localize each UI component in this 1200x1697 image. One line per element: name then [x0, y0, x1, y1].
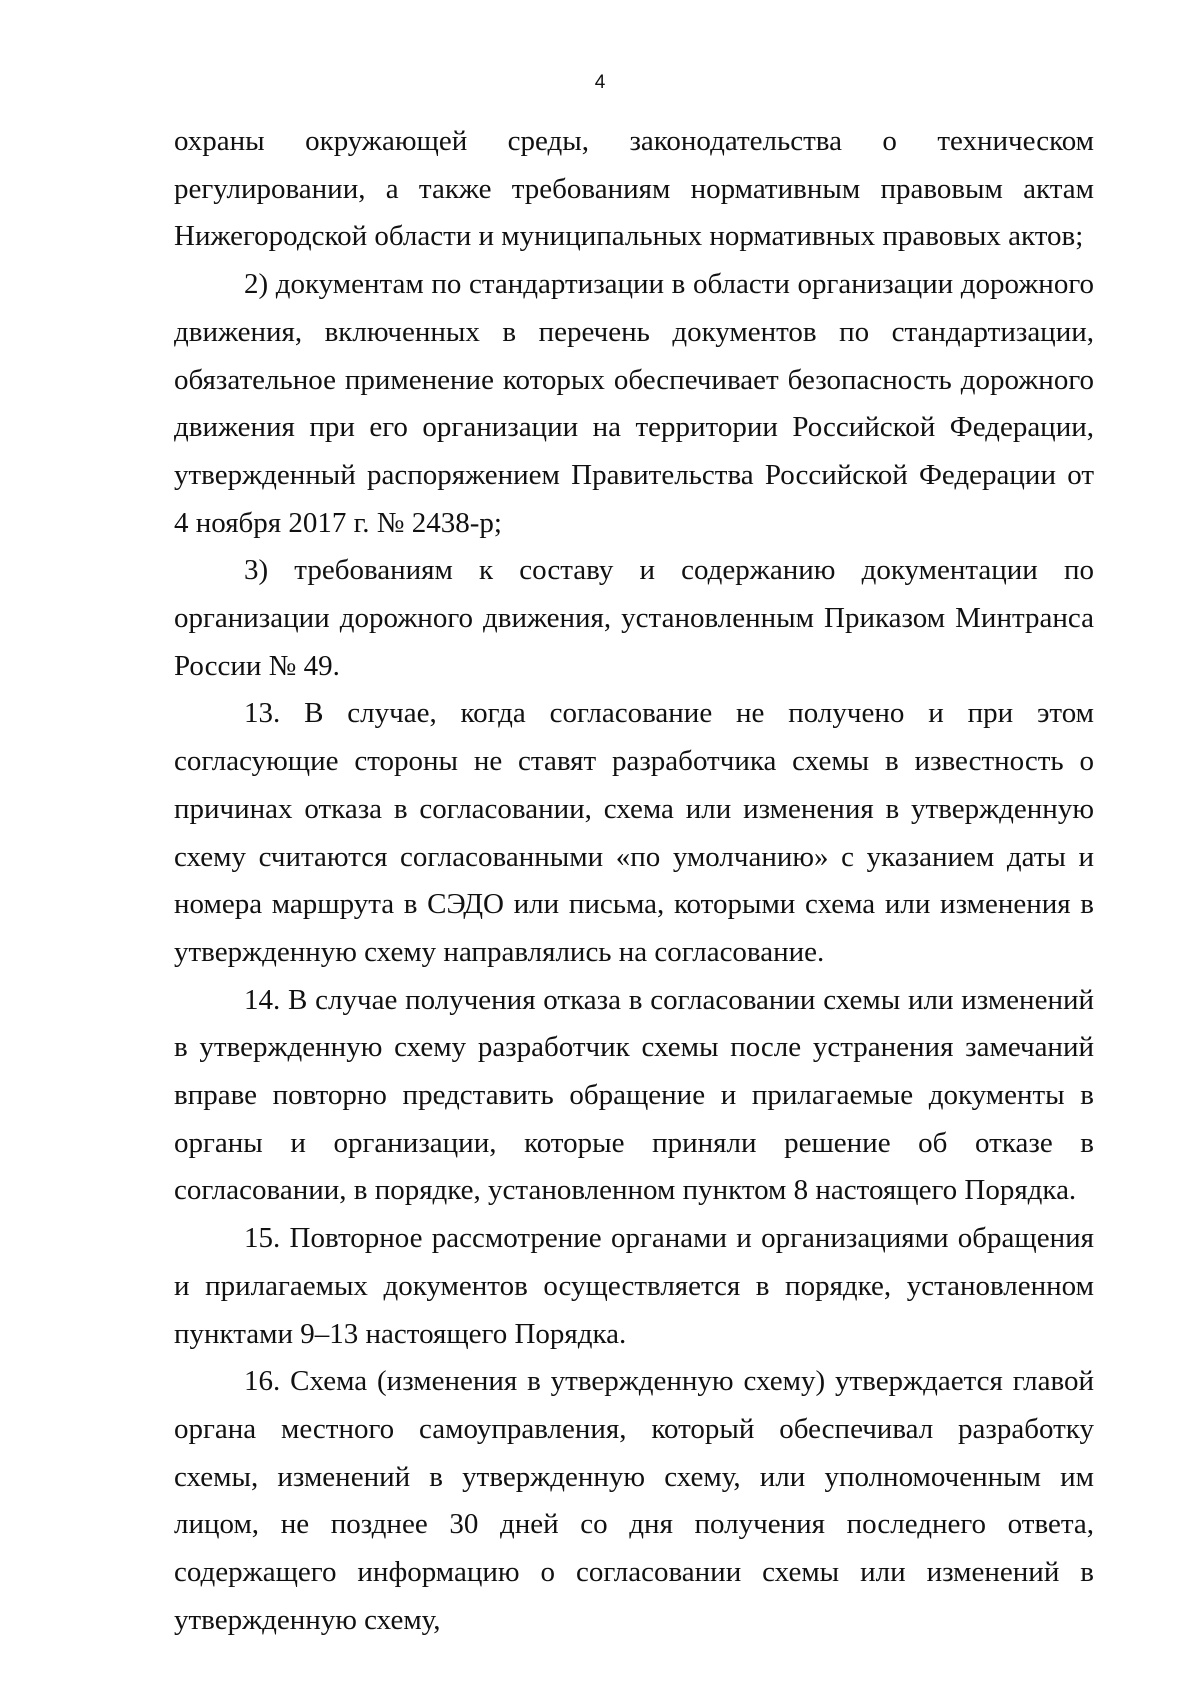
page-number: 4	[594, 72, 606, 93]
paragraph-continuation: охраны окружающей среды, законодательства о техническом регулировании, а также требованиям нормативным правовым актам Нижегородской области и муниципальных нормативных правовых актов;	[174, 125, 1094, 253]
paragraph-item-3: 3) требованиям к составу и содержанию документации по организации дорожного движения, установленным Приказом Минтранса России № 49.	[174, 554, 1094, 682]
paragraph-item-2: 2) документам по стандартизации в области организации дорожного движения, включенных в перечень документов по стандартизации, обязательное применение которых обеспечивает безопасность дорожного движения при его организации на территории Российской Федерации, утвержденный распоряжением Правительства Российской Федерации от 4 ноября 2017 г. № 2438-р;	[174, 268, 1094, 539]
paragraph-clause-15: 15. Повторное рассмотрение органами и организациями обращения и прилагаемых документов осуществляется в порядке, установленном пунктами 9–13 настоящего Порядка.	[174, 1222, 1094, 1350]
paragraph-clause-16: 16. Схема (изменения в утвержденную схему) утверждается главой органа местного самоуправления, который обеспечивал разработку схемы, изменений в утвержденную схему, или уполномоченным им лицом, не позднее 30 дней со дня получения последнего ответа, содержащего информацию о согласовании схемы или изменений в утвержденную схему,	[174, 1365, 1094, 1636]
paragraph-clause-14: 14. В случае получения отказа в согласовании схемы или изменений в утвержденную схему разработчик схемы после устранения замечаний вправе повторно представить обращение и прилагаемые документы в органы и организации, которые приняли решение об отказе в согласовании, в порядке, установленном пунктом 8 настоящего Порядка.	[174, 983, 1094, 1207]
paragraph-clause-13: 13. В случае, когда согласование не получено и при этом согласующие стороны не ставят разработчика схемы в известность о причинах отказа в согласовании, схема или изменения в утвержденную схему считаются согласованными «по умолчанию» с указанием даты и номера маршрута в СЭДО или письма, которыми схема или изменения в утвержденную схему направлялись на согласование.	[174, 697, 1094, 968]
document-body	[174, 118, 1094, 1645]
